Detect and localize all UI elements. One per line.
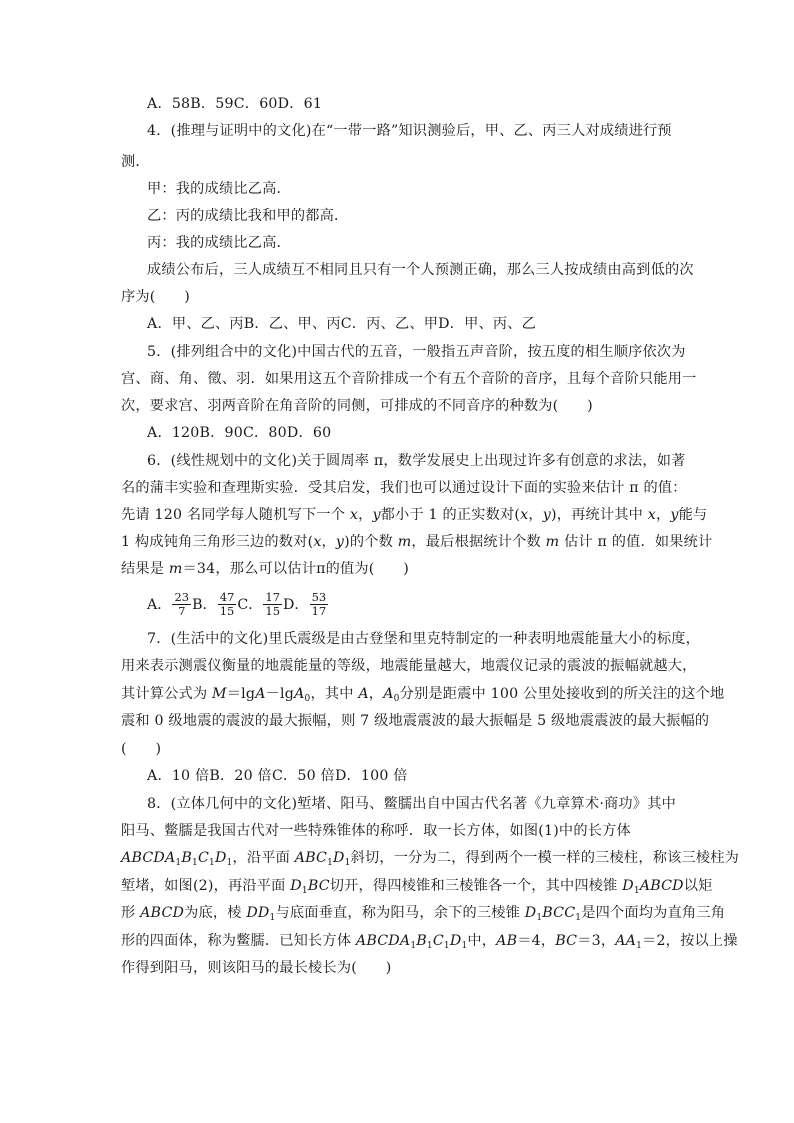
q6-stem-line1: 6．(线性规划中的文化)关于圆周率 π，数学发展史上出现过许多有创意的求法，如著 xyxy=(147,453,686,469)
q6-stem-line4: 1 构成钝角三角形三边的数对(x，y)的个数 m，最后根据统计个数 m 估计 π 的值．如果统计 xyxy=(121,534,713,550)
q6-option-d-letter: D． xyxy=(283,597,309,613)
q8-stem-line4: 堑堵，如图(2)，再沿平面 $D_1BC$切开，得四棱锥和三棱锥各一个，其中四棱锥 $D_1ABCD$以矩 xyxy=(121,878,713,896)
q8-stem-line1: 8．(立体几何中的文化)堑堵、阳马、鳖臑出自中国古代名著《九章算术·商功》其中 xyxy=(147,796,676,812)
q3-options: A．58B．59C．60D．61 xyxy=(147,96,323,112)
q6-option-a-fraction: $\frac{23}{7}$ xyxy=(174,589,190,618)
q7-stem-line3: 其计算公式为 M＝lgA－lgA$_0$，其中 A，$A_0$分别是距震中 100 公里处接收到的所关注的这个地 xyxy=(121,686,725,704)
q6-option-c-fraction: $\frac{17}{15}$ xyxy=(265,589,281,618)
q7-stem-line2: 用来表示测震仪衡量的地震能量的等级，地震能量越大，地震仪记录的震波的振幅就越大， xyxy=(121,658,697,674)
q5-stem-line2: 宫、商、角、徵、羽．如果用这五个音阶排成一个有五个音阶的音序，且每个音阶只能用一 xyxy=(121,371,697,387)
q4-stem-line4: 序为( ) xyxy=(121,289,191,305)
q7-stem-line4: 震和 0 级地震的震波的最大振幅，则 7 级地震震波的最大振幅是 5 级地震震波的最大振幅的 xyxy=(121,713,710,729)
q7-options: A．10 倍B．20 倍C．50 倍D．100 倍 xyxy=(147,768,408,784)
q8-stem-line5: 形 ABCD为底，棱 $DD_1$与底面垂直，称为阳马，余下的三棱锥 $D_1BCC_1$是四个面均为直角三角 xyxy=(121,905,726,923)
q8-stem-line7: 作得到阳马，则该阳马的最长棱长为( ) xyxy=(121,960,392,976)
q6-stem-line2: 名的蒲丰实验和查理斯实验．受其启发，我们也可以通过设计下面的实验来估计 π 的值： xyxy=(121,480,687,496)
q6-option-b-fraction: $\frac{47}{15}$ xyxy=(219,589,235,618)
q5-stem-line3: 次，要求宫、羽两音阶在角音阶的同侧，可排成的不同音序的种数为( ) xyxy=(121,398,593,414)
q6-options xyxy=(147,584,329,624)
q6-option-d-fraction: $\frac{53}{17}$ xyxy=(311,589,327,618)
q8-stem-line3: $ABCDA_1B_1C_1D_1$，沿平面 $ABC_1D_1$斜切，一分为二，得到两个一模一样的三棱柱，称该三棱柱为 xyxy=(121,850,740,868)
q6-option-a-letter: A． xyxy=(147,597,172,613)
q4-stem-line3: 成绩公布后，三人成绩互不相同且只有一个人预测正确，那么三人按成绩由高到低的次 xyxy=(147,262,694,278)
q4-statement-yi: 乙：丙的成绩比我和甲的都高． xyxy=(147,208,349,224)
q6-option-c-letter: C． xyxy=(237,597,263,613)
q4-statement-jia: 甲：我的成绩比乙高． xyxy=(147,181,291,197)
q7-stem-line5: ( ) xyxy=(121,741,162,757)
q5-stem-line1: 5．(排列组合中的文化)中国古代的五音，一般指五声音阶，按五度的相生顺序依次为 xyxy=(147,344,686,360)
q6-stem-line5: 结果是 m＝34，那么可以估计π的值为( ) xyxy=(121,561,410,577)
q6-option-b-letter: B． xyxy=(192,597,217,613)
q5-options: A．120B．90C．80D．60 xyxy=(147,425,332,441)
q8-stem-line6: 形的四面体，称为鳖臑．已知长方体 $ABCDA_1B_1C_1D_1$中，AB＝4，BC＝3，$AA_1=2$，按以上操 xyxy=(121,933,738,951)
q4-stem-line1: 4．(推理与证明中的文化)在“一带一路”知识测验后，甲、乙、丙三人对成绩进行预 xyxy=(147,123,672,139)
q4-options: A．甲、乙、丙B．乙、甲、丙C．丙、乙、甲D．甲、丙、乙 xyxy=(147,316,537,332)
q4-stem-line2: 测． xyxy=(121,154,150,170)
q6-stem-line3: 先请 120 名同学每人随机写下一个 x，y都小于 1 的正实数对(x，y)，再统计其中 x，y能与 xyxy=(121,507,708,523)
q8-stem-line2: 阳马、鳖臑是我国古代对一些特殊锥体的称呼．取一长方体，如图(1)中的长方体 xyxy=(121,823,631,839)
q7-stem-line1: 7．(生活中的文化)里氏震级是由古登堡和里克特制定的一种表明地震能量大小的标度， xyxy=(147,631,701,647)
q4-statement-bing: 丙：我的成绩比乙高． xyxy=(147,235,291,251)
